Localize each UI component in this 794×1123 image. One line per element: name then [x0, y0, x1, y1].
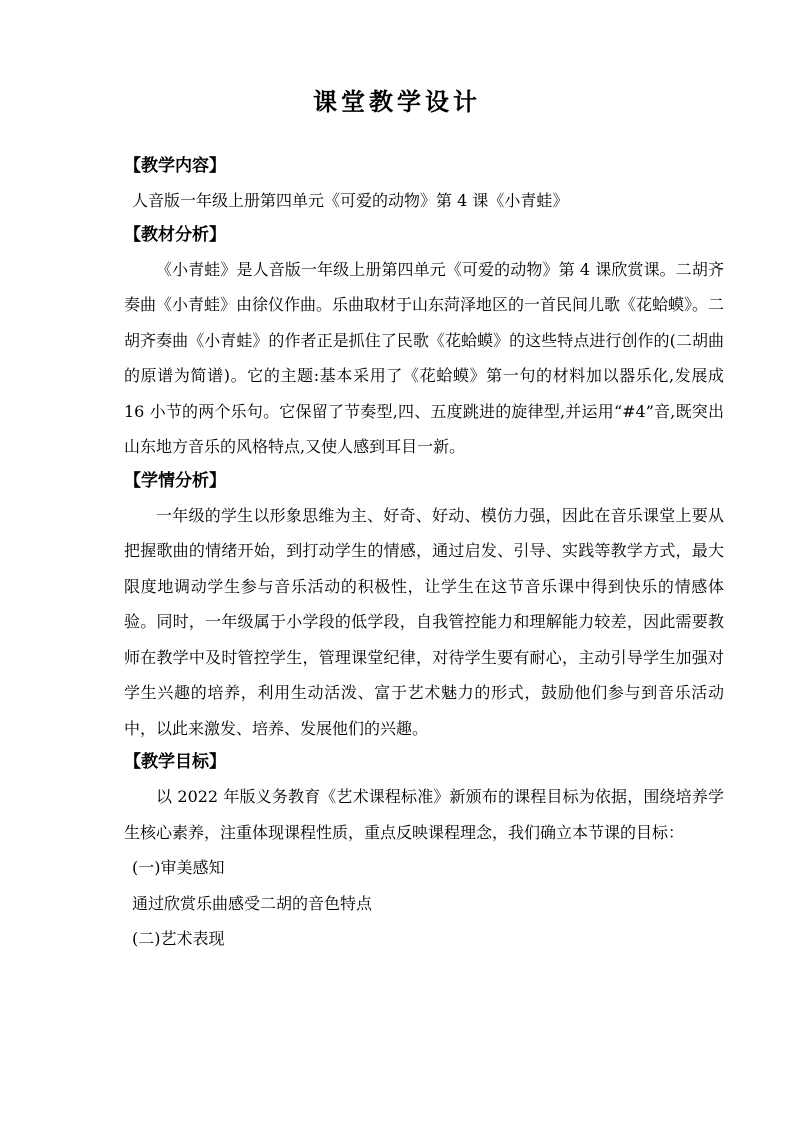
students-paragraph: 一年级的学生以形象思维为主、好奇、好动、模仿力强，因此在音乐课堂上要从把握歌曲的情绪开始，到打动学生的情感，通过启发、引导、实践等教学方式，最大限度地调动学生参与音乐活动的积极性，让学生在这节音乐课中得到快乐的情感体验。同时，一年级属于小学段的低学段，自我管控能力和理解能力较差，因此需要教师在教学中及时管控学生，管理课堂纪律，对待学生要有耐心，主动引导学生加强对学生兴趣的培养，利用生动活泼、富于艺术魅力的形式，鼓励他们参与到音乐活动中，以此来激发、培养、发展他们的兴趣。: [124, 505, 724, 738]
document-title: 课堂教学设计: [313, 87, 481, 116]
section-heading-material: 【教材分析】: [124, 224, 226, 245]
section-heading-students: 【学情分析】: [124, 470, 226, 491]
goals-paragraph: 以 2022 年版义务教育《艺术课程标准》新颁布的课程目标为依据，围绕培养学生核心素养，注重体现课程性质，重点反映课程理念，我们确立本节课的目标：: [124, 787, 724, 842]
goal-item-1: (一)审美感知: [132, 858, 225, 877]
goal-item-1-text: 通过欣赏乐曲感受二胡的音色特点: [132, 893, 373, 913]
section-heading-goals: 【教学目标】: [124, 752, 226, 772]
material-paragraph: 《小青蛙》是人音版一年级上册第四单元《可爱的动物》第 4 课欣赏课。二胡齐奏曲《小青蛙》由徐仪作曲。乐曲取材于山东菏泽地区的一首民间儿歌《花蛤蟆》。二胡齐奏曲《小青蛙》的作者正是抓住了民歌《花蛤蟆》的这些特点进行创作的(二胡曲的原谱为简谱)。它的主题:基本采用了《花蛤蟆》第一句的材料加以器乐化,发展成 16 小节的两个乐句。它保留了节奏型,四、五度跳进的旋律型,并运用“#4”音,既突出山东地方音乐的风格特点,又使人感到耳目一新。: [124, 259, 725, 456]
goal-item-2: (二)艺术表现: [132, 929, 225, 948]
document-body: [124, 150, 724, 957]
section-heading-content: 【教学内容】: [124, 156, 226, 176]
content-text: 人音版一年级上册第四单元《可爱的动物》第 4 课《小青蛙》: [132, 191, 569, 210]
